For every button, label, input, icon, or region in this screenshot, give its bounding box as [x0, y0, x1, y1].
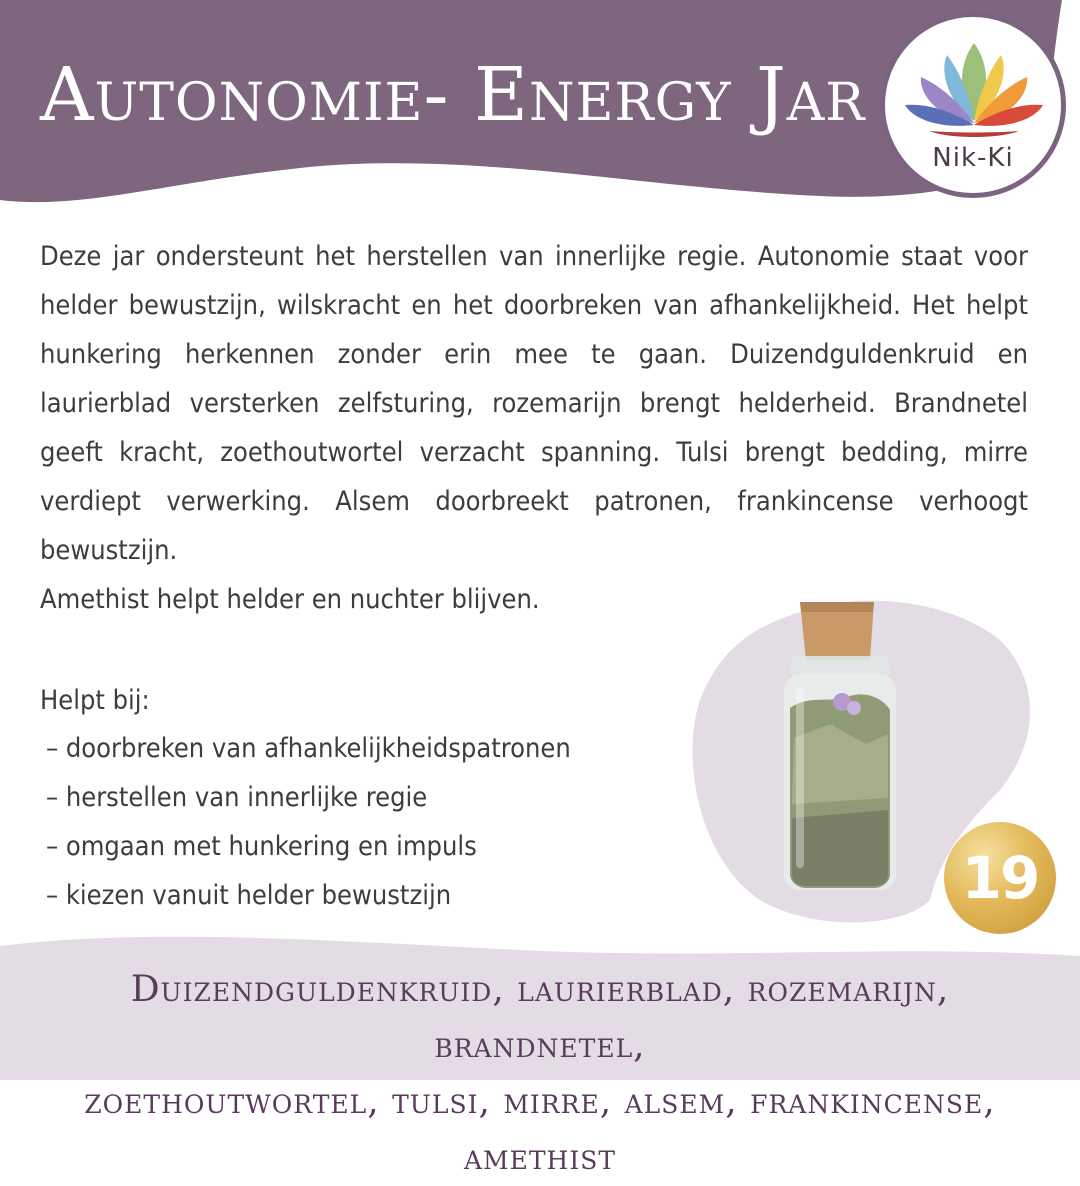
jar-image — [770, 598, 910, 898]
lotus-icon — [899, 33, 1049, 143]
jar-illustration — [770, 598, 910, 898]
crystal-line: Amethist helpt helder en nuchter blijven. — [40, 584, 540, 615]
list-item: – doorbreken van afhankelijkheidspatronen — [46, 733, 571, 764]
helps-heading: Helpt bij: — [40, 685, 150, 716]
page-title: Autonomie- Energy Jar — [40, 52, 866, 138]
brand-logo — [880, 12, 1066, 198]
list-item: – omgaan met hunkering en impuls — [46, 831, 477, 862]
number-badge: 19 — [944, 822, 1056, 934]
ingredients-line: Duizendguldenkruid, laurierblad, rozemarijn, brandnetel, — [130, 969, 950, 1066]
list-item: – herstellen van innerlijke regie — [46, 782, 428, 813]
helps-list — [46, 724, 571, 920]
description-paragraph: Deze jar ondersteunt het herstellen van innerlijke regie. Autonomie staat voor helder bewustzijn, wilskracht en het doorbreken van afhankelijkheid. Het helpt hunkering herkennen zonder erin mee te gaan. Duizendguldenkruid en laurierblad versterken zelfsturing, rozemarijn brengt helderheid. Brandnetel geeft kracht, zoethoutwortel verzacht spanning. Tulsi brengt bedding, mirre verdiept verwerking. Alsem doorbreekt patronen, frankincense verhoogt bewustzijn. — [40, 241, 1028, 566]
list-item: – kiezen vanuit helder bewustzijn — [46, 880, 452, 911]
ingredients-footer — [40, 962, 1040, 1186]
ingredients-line: zoethoutwortel, tulsi, mirre, alsem, frankincense, amethist — [84, 1081, 996, 1178]
description — [40, 232, 1028, 624]
logo-text: Nik-Ki — [932, 143, 1014, 173]
